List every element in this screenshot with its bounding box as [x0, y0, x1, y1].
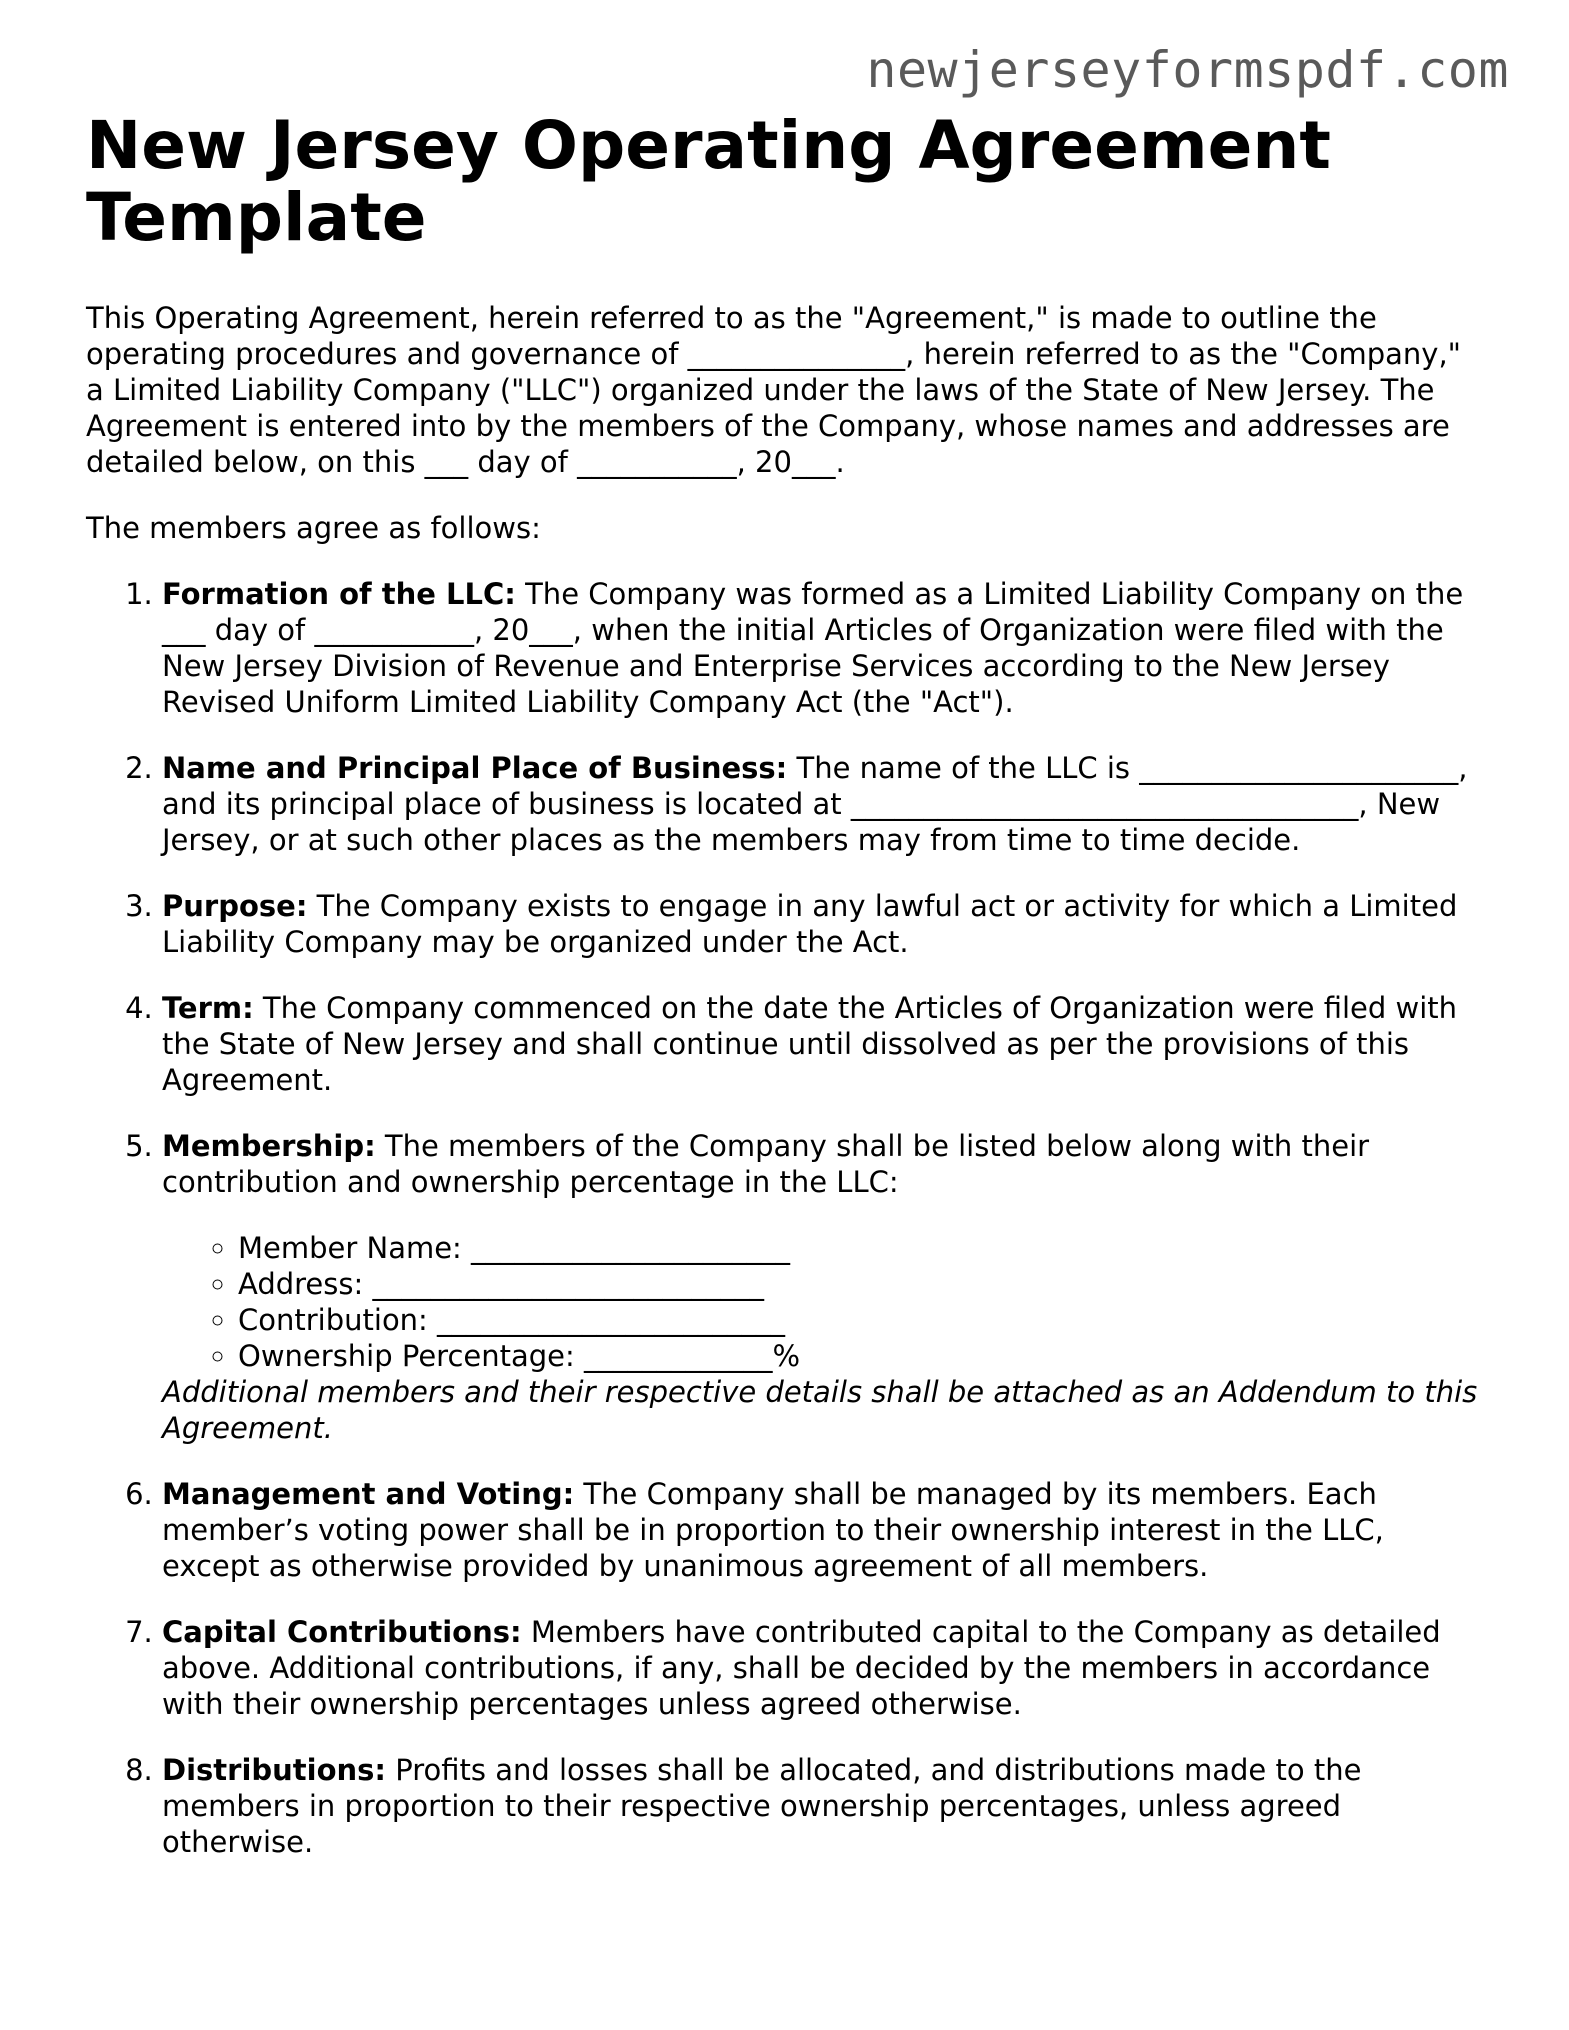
section-heading: Term:	[162, 991, 254, 1025]
intro-paragraph: This Operating Agreement, herein referred to as the "Agreement," is made to outline the operating procedures and governance of _______________, herein referred to as the "Company," a Limited Liability Company ("LLC") organized under the laws of the State of New Jersey. The Agreement is entered into by the members of the Company, whose names and addresses are detailed below, on this ___ day of ___________, 20___.	[86, 301, 1462, 479]
section-text: The Company commenced on the date the Articles of Organization were filed with the State of New Jersey and shall continue until dissolved as per the provisions of this Agreement.	[162, 991, 1458, 1097]
member-contribution-field: ◦ Contribution: ________________________	[238, 1302, 1486, 1338]
section-text: The Company was formed as a Limited Liability Company on the ___ day of ___________, 20___, when the initial Articles of Organization were filed with the New Jersey Division of Revenue and Enterprise Services according to the New Jersey Revised Uniform Limited Liability Company Act (the "Act").	[162, 577, 1464, 719]
section-name-and-place	[162, 750, 1486, 858]
section-text: The members of the Company shall be listed below along with their contribution and ownership percentage in the LLC:	[162, 1129, 1370, 1199]
agreement-lead: The members agree as follows:	[86, 511, 541, 545]
section-management-voting	[162, 1476, 1486, 1584]
document-page	[86, 107, 1486, 1890]
section-heading: Management and Voting:	[162, 1477, 575, 1511]
section-distributions	[162, 1752, 1486, 1860]
document-title: New Jersey Operating Agreement Template	[86, 107, 1331, 256]
addendum-note: Additional members and their respective details shall be attached as an Addendum to this Agreement.	[162, 1375, 1478, 1445]
member-address-field: ◦ Address: ___________________________	[238, 1266, 1486, 1302]
section-heading: Capital Contributions:	[162, 1615, 522, 1649]
section-membership	[162, 1128, 1486, 1446]
member-ownership-field: ◦ Ownership Percentage: _____________%	[238, 1338, 1486, 1374]
section-formation	[162, 576, 1486, 720]
section-text: The Company shall be managed by its members. Each member’s voting power shall be in proportion to their ownership interest in the LLC, except as otherwise provided by unanimous agreement of all members.	[162, 1477, 1384, 1583]
sections-list	[86, 576, 1486, 1860]
section-text: Members have contributed capital to the Company as detailed above. Additional contributions, if any, shall be decided by the members in accordance with their ownership percentages unless agreed otherwise.	[162, 1615, 1441, 1721]
section-heading: Distributions:	[162, 1753, 387, 1787]
section-heading: Name and Principal Place of Business:	[162, 751, 788, 785]
section-heading: Formation of the LLC:	[162, 577, 516, 611]
section-text: The name of the LLC is ______________________, and its principal place of business is located at ___________________________________, New Jersey, or at such other places as the members may from time to time decide.	[162, 751, 1468, 857]
section-term	[162, 990, 1486, 1098]
section-text: Profits and losses shall be allocated, and distributions made to the members in proportion to their respective ownership percentages, unless agreed otherwise.	[162, 1753, 1362, 1859]
section-heading: Membership:	[162, 1129, 376, 1163]
section-text: The Company exists to engage in any lawful act or activity for which a Limited Liability Company may be organized under the Act.	[162, 889, 1458, 959]
member-fields-list	[162, 1230, 1486, 1374]
section-purpose	[162, 888, 1486, 960]
section-heading: Purpose:	[162, 889, 308, 923]
member-name-field: ◦ Member Name: ______________________	[238, 1230, 1486, 1266]
site-watermark: newjerseyformspdf.com	[866, 41, 1509, 99]
section-capital-contributions	[162, 1614, 1486, 1722]
